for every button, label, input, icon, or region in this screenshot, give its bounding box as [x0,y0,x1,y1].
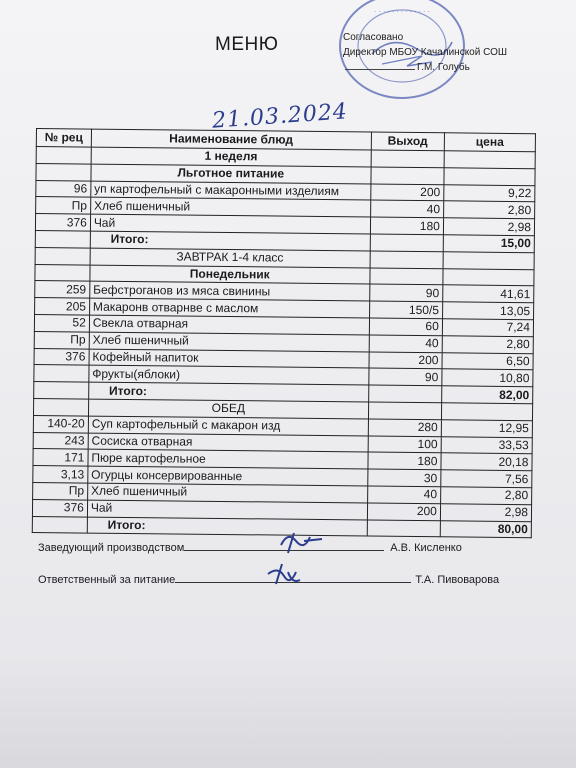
dish-name-cell: Сосиска отварная [88,433,368,453]
recipe-code-cell: 96 [36,180,91,197]
total-label-cell: Итого: [87,517,367,537]
responsible-name: Т.А. Пивоварова [415,574,500,586]
recipe-code-cell: 140-20 [33,415,88,432]
page-title: МЕНЮ [215,34,279,55]
price-cell: 6,50 [442,352,533,370]
dish-name-cell: Кофейный напиток [89,349,369,369]
head-name: А.В. Кисленко [390,542,462,554]
output-cell [370,234,443,252]
recipe-code-cell: 52 [34,314,89,331]
dish-name-cell: Фрукты(яблоки) [89,365,369,385]
output-cell: 40 [369,335,442,353]
menu-table [32,128,536,539]
total-price-cell: 80,00 [440,520,531,538]
output-cell [367,520,440,538]
price-cell [444,168,535,186]
recipe-code-cell [33,398,88,415]
output-cell: 90 [368,368,441,386]
price-cell: 9,22 [444,184,535,202]
output-cell: 280 [368,419,441,437]
total-label-cell: Итого: [89,382,369,402]
col-header-code: № рец [36,129,91,148]
recipe-code-cell [35,264,90,281]
price-cell [441,403,532,421]
dish-name-cell: Макаронв отварнве с маслом [89,298,369,318]
total-price-cell: 82,00 [442,386,533,404]
price-cell: 12,95 [441,420,532,438]
recipe-code-cell: Пр [36,197,91,214]
output-cell: 60 [369,318,442,336]
dish-name-cell: Чай [90,214,370,234]
approval-position: Директор МБОУ Качалинской СОШ [343,47,508,58]
output-cell [368,385,441,403]
dish-name-cell: Огурцы консервированные [88,466,368,486]
dish-name-cell: Хлеб пшеничный [87,483,367,503]
price-cell: 2,80 [442,336,533,354]
output-cell: 100 [368,436,441,454]
head-signature-row [38,540,462,554]
output-cell: 200 [367,503,440,521]
recipe-code-cell: 205 [35,298,90,315]
dish-name-cell: Бефстроганов из мяса свинины [90,281,370,301]
approval-signature-line [343,60,507,75]
svg-text:· · · · · · · · · · · · ·: · · · · · · · · · · · · · [374,8,430,16]
recipe-code-cell: 171 [33,449,88,466]
dish-name-cell: Хлеб пшеничный [89,332,369,352]
dish-name-cell: Хлеб пшеничный [90,197,370,217]
dish-name-cell: Пюре картофельное [88,449,368,469]
price-cell: 2,80 [443,201,534,219]
dish-name-cell: Суп картофельный с макарон изд [88,416,368,436]
output-cell [371,150,444,168]
col-header-name: Наименование блюд [91,129,371,150]
section-title-cell: Льготное питание [91,164,371,184]
section-title-cell: ЗАВТРАК 1-4 класс [90,248,370,268]
dish-name-cell: Чай [87,500,367,520]
output-cell: 200 [370,184,443,202]
price-cell: 2,98 [440,503,531,521]
output-cell: 40 [370,200,443,218]
price-cell [443,252,534,270]
price-cell: 2,80 [440,487,531,505]
recipe-code-cell: 376 [35,214,90,231]
recipe-code-cell [36,163,91,180]
total-label-cell: Итого: [90,231,370,251]
signature-blank [345,60,415,70]
recipe-code-cell: 3,13 [33,466,88,483]
recipe-code-cell [34,382,89,399]
price-cell: 41,61 [443,285,534,303]
head-label: Заведующий производством [38,542,185,554]
menu-date: 21.03.2024 [211,99,349,134]
price-cell: 33,53 [441,436,532,454]
head-signature [276,527,336,557]
price-cell [444,151,535,169]
recipe-code-cell: Пр [33,482,88,499]
dish-name-cell: Свекла отварная [89,315,369,335]
recipe-code-cell [35,230,90,247]
total-price-cell: 15,00 [443,235,534,253]
table-body [32,147,535,539]
output-cell: 40 [367,486,440,504]
output-cell: 180 [370,217,443,235]
output-cell [371,167,444,185]
approval-name: Г.М. Голубь [417,62,470,73]
recipe-code-cell: 376 [34,348,89,365]
recipe-code-cell [34,365,89,382]
output-cell: 30 [367,469,440,487]
section-title-cell: Понедельник [90,265,370,285]
output-cell [368,402,441,420]
price-cell [443,268,534,286]
output-cell: 180 [368,452,441,470]
col-header-price: цена [444,133,535,152]
section-title-cell: 1 неделя [91,147,371,167]
recipe-code-cell: 376 [32,499,87,516]
price-cell: 2,98 [443,218,534,236]
recipe-code-cell [36,147,91,164]
recipe-code-cell [32,516,87,533]
price-cell: 20,18 [441,453,532,471]
section-title-cell: ОБЕД [88,399,368,419]
recipe-code-cell: 243 [33,432,88,449]
recipe-code-cell: Пр [34,331,89,348]
output-cell [370,251,443,269]
price-cell: 13,05 [442,302,533,320]
approval-block [343,30,507,75]
price-cell: 7,56 [441,470,532,488]
col-header-output: Выход [371,132,444,151]
output-cell [370,268,443,286]
recipe-code-cell: 259 [35,281,90,298]
dish-name-cell: уп картофельный с макаронными изделиям [91,181,371,201]
recipe-code-cell [35,247,90,264]
approval-caption: Согласовано [343,32,404,43]
output-cell: 200 [369,352,442,370]
responsible-label: Ответственный за питание [38,574,176,586]
paper-shadow [0,650,576,768]
price-cell: 10,80 [442,369,533,387]
responsible-signature [262,560,318,590]
output-cell: 90 [369,284,442,302]
price-cell: 7,24 [442,319,533,337]
output-cell: 150/5 [369,301,442,319]
